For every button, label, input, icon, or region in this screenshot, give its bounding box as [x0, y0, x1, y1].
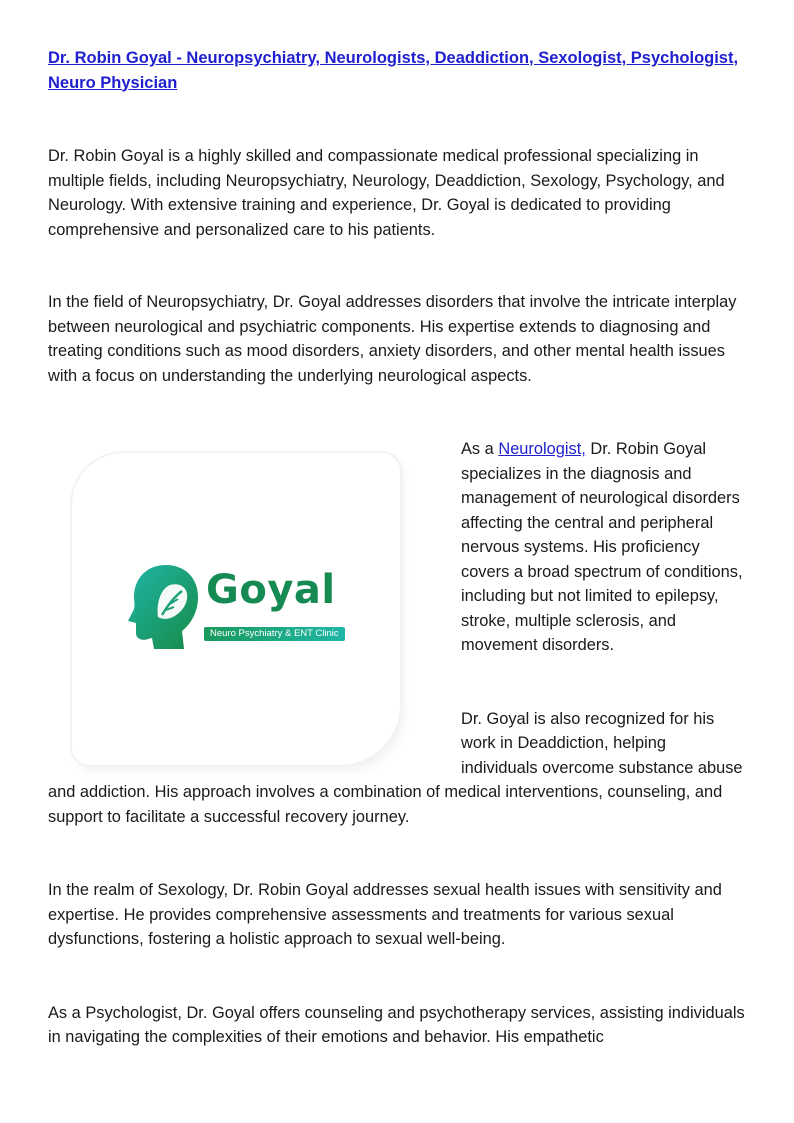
logo-mark [132, 565, 392, 665]
logo-card [72, 453, 400, 765]
head-leaf-icon [126, 559, 206, 651]
neurologist-link[interactable]: Neurologist, [498, 440, 586, 458]
logo-tagline: Neuro Psychiatry & ENT Clinic [204, 627, 345, 641]
intro-paragraph: Dr. Robin Goyal is a highly skilled and compassionate medical professional specializing in multiple fields, including Neuropsychiatry, Neurology, Deaddiction, Sexology, Psychology, and Neurology. With extensive training and experience, Dr. Goyal is dedicated to providing comprehensive and personalized care to his patients. [48, 147, 725, 239]
neurologist-text: Dr. Robin Goyal specializes in the diagnosis and management of neurological disorders affecting the central and peripheral nervous systems. His proficiency covers a broad spectrum of conditions, including but not limited to epilepsy, stroke, multiple sclerosis, and movement disorders. [461, 440, 743, 654]
page-title-link[interactable]: Dr. Robin Goyal - Neuropsychiatry, Neurologists, Deaddiction, Sexologist, Psychologist, Neuro Physician [48, 49, 739, 92]
deaddiction-paragraph: Dr. Goyal is also recognized for his work in Deaddiction, helping individuals overcome substance abuse and addiction. His approach involves a combination of medical interventions, counseling, and support to facilitate a successful recovery journey. [48, 709, 743, 826]
sexology-paragraph: In the realm of Sexology, Dr. Robin Goyal addresses sexual health issues with sensitivity and expertise. He provides comprehensive assessments and treatments for various sexual dysfunctions, fostering a holistic approach to sexual well-being. [48, 881, 722, 948]
psychologist-paragraph: As a Psychologist, Dr. Goyal offers counseling and psychotherapy services, assisting individuals in navigating the complexities of their emotions and behavior. His empathetic [48, 1003, 745, 1046]
neurologist-section [48, 437, 746, 829]
logo-wordmark: Goyal [206, 567, 336, 613]
clinic-logo-image [68, 451, 404, 769]
neuropsychiatry-paragraph: In the field of Neuropsychiatry, Dr. Goyal addresses disorders that involve the intricate interplay between neurological and psychiatric components. His expertise extends to diagnosing and treating conditions such as mood disorders, anxiety disorders, and other mental health issues with a focus on understanding the underlying neurological aspects. [48, 293, 737, 385]
neurologist-prefix: As a [461, 440, 499, 458]
